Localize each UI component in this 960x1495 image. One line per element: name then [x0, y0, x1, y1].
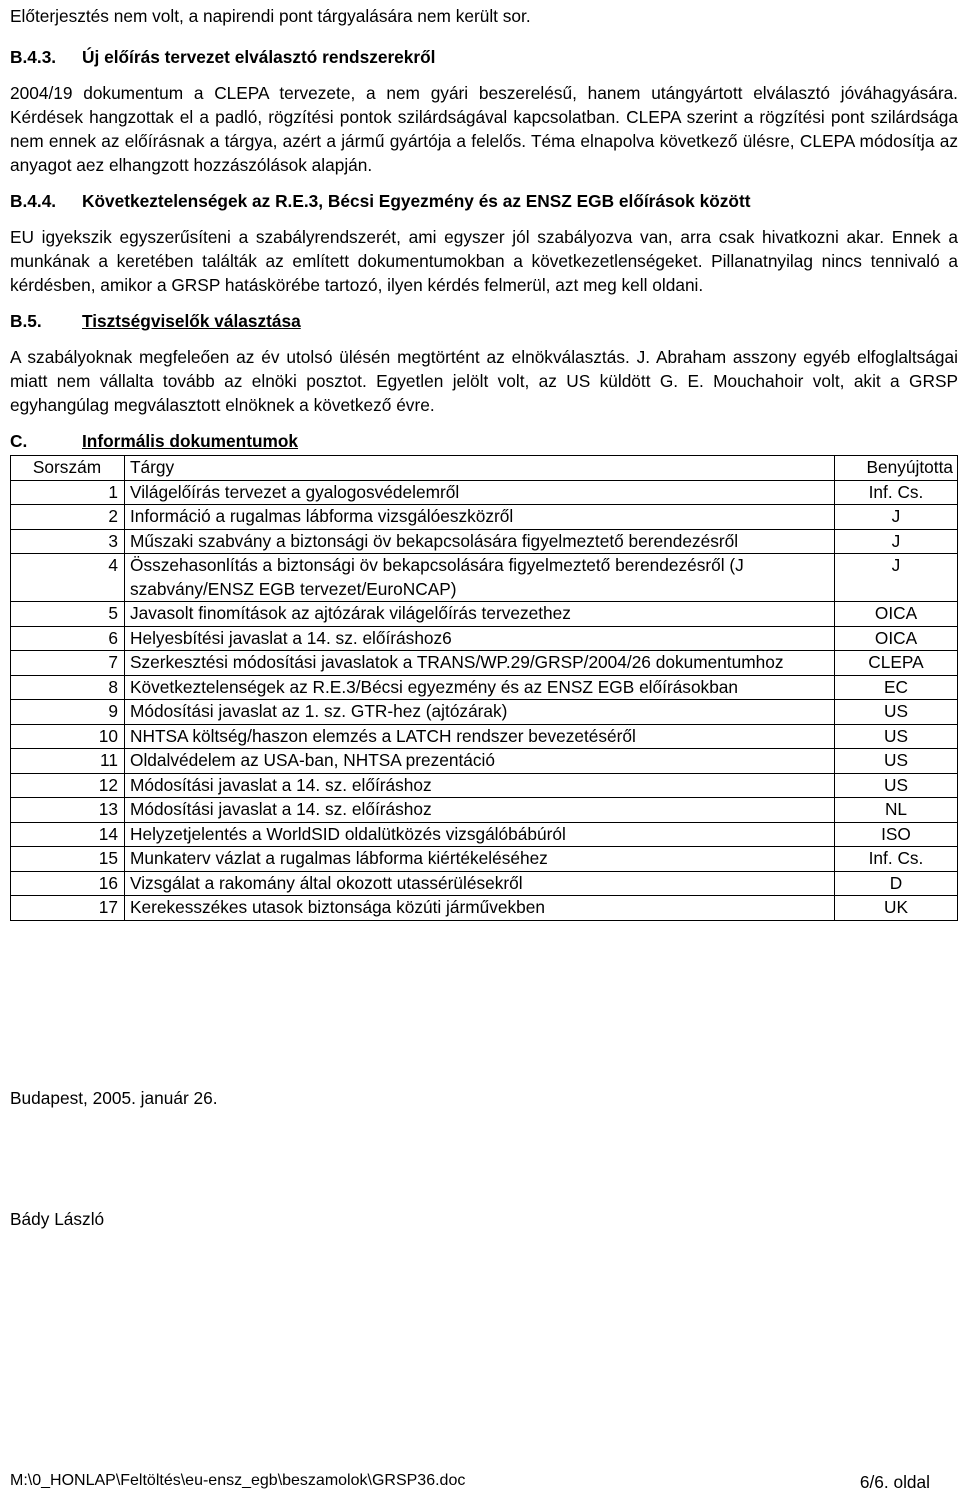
- page-footer: [10, 1472, 930, 1493]
- row-submitter: CLEPA: [835, 651, 958, 676]
- row-number: 17: [11, 896, 125, 921]
- row-submitter: US: [835, 749, 958, 774]
- row-number: 1: [11, 480, 125, 505]
- row-submitter: EC: [835, 675, 958, 700]
- row-subject: Helyzetjelentés a WorldSID oldalütközés vizsgálóbábúról: [125, 822, 835, 847]
- section-heading-b43: [10, 45, 958, 69]
- row-number: 7: [11, 651, 125, 676]
- row-number: 4: [11, 554, 125, 602]
- page-number: 6/6. oldal: [859, 1472, 930, 1492]
- table-row: [11, 798, 958, 823]
- row-number: 14: [11, 822, 125, 847]
- row-subject: Vizsgálat a rakomány által okozott utassérülésekről: [125, 871, 835, 896]
- table-row: [11, 651, 958, 676]
- row-number: 13: [11, 798, 125, 823]
- row-subject: Információ a rugalmas lábforma vizsgálóeszközről: [125, 505, 835, 530]
- section-title: Következtelenségek az R.E.3, Bécsi Egyezmény és az ENSZ EGB előírások között: [82, 191, 751, 211]
- row-subject: Szerkesztési módosítási javaslatok a TRANS/WP.29/GRSP/2004/26 dokumentumhoz: [125, 651, 835, 676]
- table-row: [11, 773, 958, 798]
- row-subject: NHTSA költség/haszon elemzés a LATCH rendszer bevezetéséről: [125, 724, 835, 749]
- table-row: [11, 896, 958, 921]
- section-title: Tisztségviselők választása: [82, 311, 301, 331]
- row-submitter: D: [835, 871, 958, 896]
- section-number: C.: [10, 431, 28, 451]
- table-row: [11, 700, 958, 725]
- table-row: [11, 847, 958, 872]
- table-header-row: [11, 456, 958, 481]
- informal-documents-table: [10, 455, 958, 921]
- row-subject: Oldalvédelem az USA-ban, NHTSA prezentáció: [125, 749, 835, 774]
- row-submitter: ISO: [835, 822, 958, 847]
- row-number: 12: [11, 773, 125, 798]
- row-subject: Módosítási javaslat a 14. sz. előíráshoz: [125, 798, 835, 823]
- table-row: [11, 602, 958, 627]
- table-row: [11, 529, 958, 554]
- place-date: Budapest, 2005. január 26.: [10, 1088, 218, 1108]
- table-row: [11, 554, 958, 602]
- row-submitter: OICA: [835, 602, 958, 627]
- row-subject: Javasolt finomítások az ajtózárak világelőírás tervezethez: [125, 602, 835, 627]
- row-subject: Világelőírás tervezet a gyalogosvédelemről: [125, 480, 835, 505]
- row-number: 11: [11, 749, 125, 774]
- row-number: 3: [11, 529, 125, 554]
- table-row: [11, 822, 958, 847]
- section-text-b43: 2004/19 dokumentum a CLEPA tervezete, a nem gyári beszerelésű, hanem utángyártott elválasztó jóváhagyására. Kérdések hangzottak el a padló, rögzítési pontok szilárdságával kapcsolatban. CLEPA szerint a rögzítési pont szilárdsága nem ennek az előírásnak a tárgya, azért a jármű gyártója a felelős. Téma elnapolva következő ülésre, CLEPA módosítja az anyagot aez elhangzott hozzászólások alapján.: [10, 83, 958, 175]
- row-subject: Összehasonlítás a biztonsági öv bekapcsolására figyelmeztető berendezésről (J szabvány/ENSZ EGB tervezet/EuroNCAP): [125, 554, 835, 602]
- row-number: 5: [11, 602, 125, 627]
- row-submitter: J: [835, 505, 958, 530]
- row-submitter: NL: [835, 798, 958, 823]
- row-subject: Munkaterv vázlat a rugalmas lábforma kiértékeléséhez: [125, 847, 835, 872]
- header-number: Sorszám: [11, 456, 125, 481]
- row-subject: Módosítási javaslat a 14. sz. előíráshoz: [125, 773, 835, 798]
- header-subject: Tárgy: [125, 456, 835, 481]
- file-path: M:\0_HONLAP\Feltöltés\eu-ensz_egb\beszamolok\GRSP36.doc: [10, 1472, 466, 1489]
- section-number: B.4.4.: [10, 191, 57, 211]
- table-row: [11, 724, 958, 749]
- row-submitter: OICA: [835, 626, 958, 651]
- row-submitter: UK: [835, 896, 958, 921]
- row-number: 15: [11, 847, 125, 872]
- section-heading-b5: [10, 309, 958, 333]
- row-submitter: J: [835, 554, 958, 602]
- row-number: 16: [11, 871, 125, 896]
- row-subject: Helyesbítési javaslat a 14. sz. előíráshoz6: [125, 626, 835, 651]
- row-subject: Módosítási javaslat az 1. sz. GTR-hez (ajtózárak): [125, 700, 835, 725]
- row-number: 10: [11, 724, 125, 749]
- section-number: B.4.3.: [10, 47, 57, 67]
- row-submitter: US: [835, 700, 958, 725]
- row-number: 8: [11, 675, 125, 700]
- section-text-b5: A szabályoknak megfeleően az év utolsó ülésén megtörtént az elnökválasztás. J. Abraham asszony egyéb elfoglaltságai miatt nem vállalta tovább az elnöki posztot. Egyetlen jelölt volt, az US küldött G. E. Mouchahoir volt, akit a GRSP egyhangúlag megválasztott elnöknek a következő évre.: [10, 347, 958, 415]
- table-row: [11, 675, 958, 700]
- section-text-b44: EU igyekszik egyszerűsíteni a szabályrendszerét, ami egyszer jól szabályozva van, arra csak hivatkozni akar. Ennek a munkának a keretében találták az említett dokumentumokban a következetlenségeket. Pillanatnyilag nincs tennivaló a kérdésben, amikor a GRSP hatáskörébe tartozó, ilyen kérdés felmerül, azt meg kell oldani.: [10, 227, 958, 295]
- row-submitter: J: [835, 529, 958, 554]
- header-submitter: Benyújtotta: [835, 456, 958, 481]
- row-subject: Műszaki szabvány a biztonsági öv bekapcsolására figyelmeztető berendezésről: [125, 529, 835, 554]
- table-row: [11, 480, 958, 505]
- signatory: Bády László: [10, 1209, 105, 1229]
- section-title: Informális dokumentumok: [82, 431, 299, 451]
- row-submitter: US: [835, 724, 958, 749]
- section-number: B.5.: [10, 311, 42, 331]
- row-number: 9: [11, 700, 125, 725]
- row-number: 6: [11, 626, 125, 651]
- row-submitter: Inf. Cs.: [835, 480, 958, 505]
- document-page: [10, 4, 958, 921]
- table-row: [11, 505, 958, 530]
- section-title: Új előírás tervezet elválasztó rendszerekről: [82, 47, 436, 67]
- intro-line: Előterjesztés nem volt, a napirendi pont tárgyalására nem került sor.: [10, 6, 531, 26]
- row-subject: Kerekesszékes utasok biztonsága közúti járművekben: [125, 896, 835, 921]
- section-heading-c: [10, 429, 958, 453]
- row-submitter: US: [835, 773, 958, 798]
- table-row: [11, 871, 958, 896]
- row-subject: Következtelenségek az R.E.3/Bécsi egyezmény és az ENSZ EGB előírásokban: [125, 675, 835, 700]
- table-row: [11, 626, 958, 651]
- section-heading-b44: [10, 189, 958, 213]
- row-submitter: Inf. Cs.: [835, 847, 958, 872]
- row-number: 2: [11, 505, 125, 530]
- table-row: [11, 749, 958, 774]
